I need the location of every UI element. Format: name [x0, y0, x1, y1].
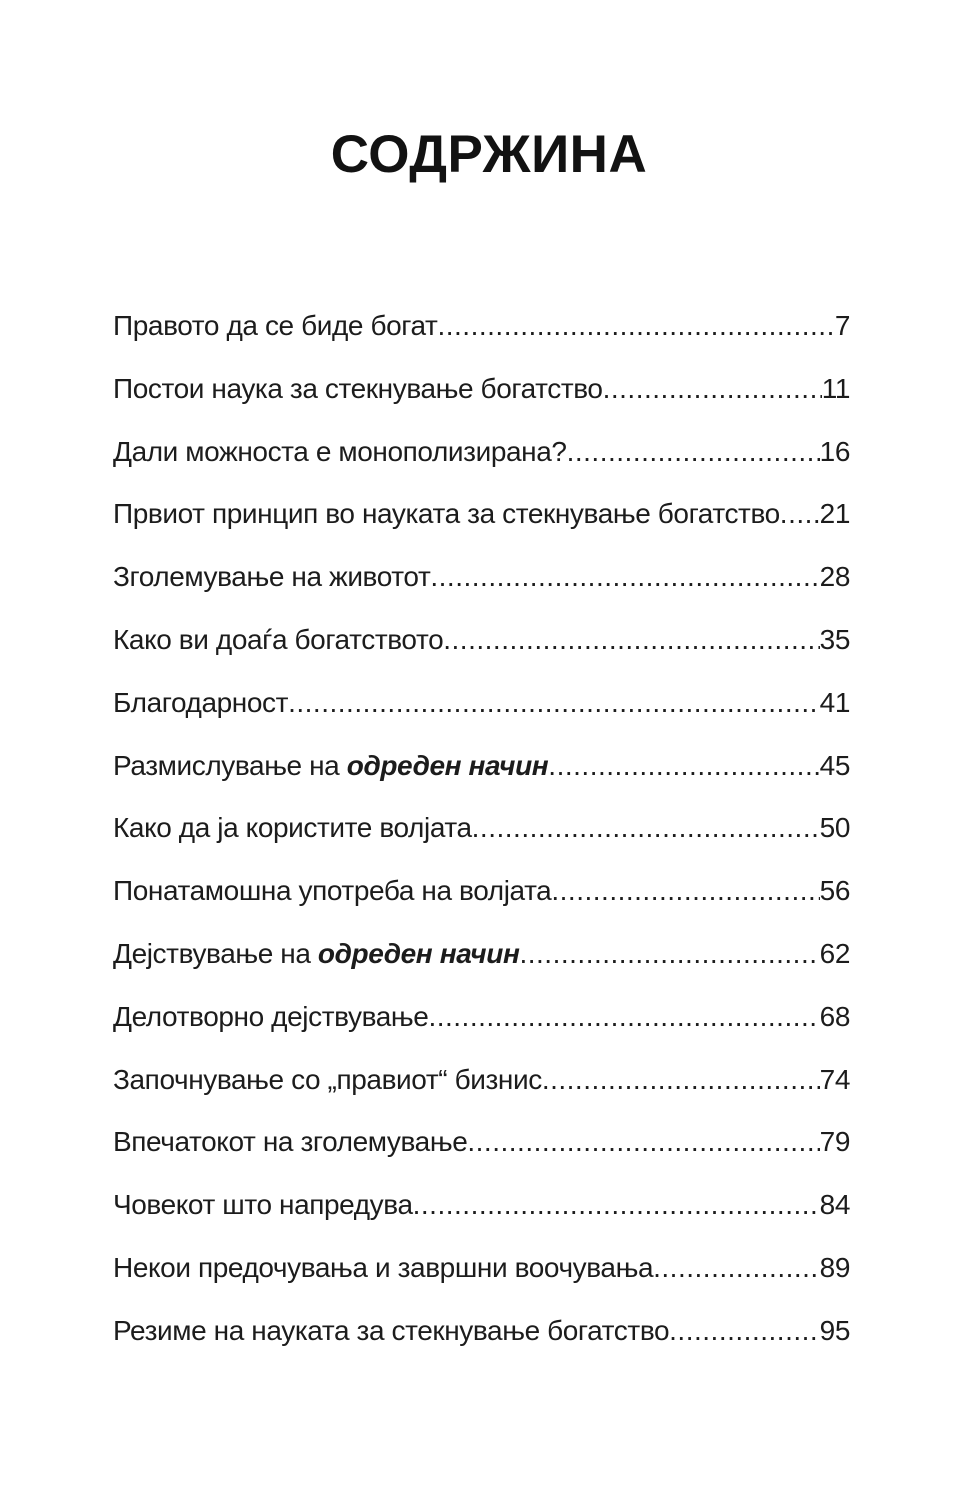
- toc-entry-page-number: 7: [834, 310, 850, 341]
- toc-entry-page-number: 28: [819, 561, 850, 593]
- dotted-leader: [653, 1254, 820, 1282]
- toc-entry-page-number: 68: [819, 1000, 850, 1032]
- toc-entry-page-number: 41: [819, 686, 850, 718]
- toc-entry-emphasis: одреден начин: [346, 749, 549, 781]
- dotted-leader: [472, 814, 820, 842]
- toc-entry-title: Делотворно дејствување: [113, 1000, 429, 1032]
- toc-entry: [113, 563, 850, 591]
- dotted-leader: [603, 375, 822, 403]
- toc-entry-title: Првиот принцип во науката за стекнување богатство: [113, 498, 780, 530]
- dotted-leader: [430, 563, 819, 591]
- toc-entry-page-number: 50: [819, 812, 850, 844]
- toc-entry-page-number: 89: [819, 1251, 850, 1283]
- toc-entry-title: Размислување на одреден начин: [113, 749, 549, 781]
- dotted-leader: [443, 626, 819, 654]
- toc-entry: [113, 1191, 850, 1219]
- dotted-leader: [551, 877, 819, 905]
- dotted-leader: [567, 438, 820, 466]
- toc-entry: [113, 937, 850, 969]
- dotted-leader: [669, 1317, 819, 1345]
- toc-entry: [113, 312, 850, 340]
- toc-entry-title: Дејствување на одреден начин: [113, 937, 520, 969]
- toc-entry: [113, 500, 850, 528]
- dotted-leader: [467, 1128, 819, 1156]
- toc-entry-title: Некои предочувања и завршни воочувања: [113, 1251, 654, 1283]
- toc-entry-title: Понатамошна употреба на волјата: [113, 875, 552, 907]
- toc-entry: [113, 1063, 850, 1095]
- toc-entry: [113, 435, 850, 467]
- toc-entry-page-number: 16: [819, 435, 850, 467]
- dotted-leader: [288, 689, 820, 717]
- toc-entry-page-number: 74: [819, 1063, 850, 1095]
- toc-entry: [113, 686, 850, 718]
- toc-entry-page-number: 95: [819, 1314, 850, 1346]
- toc-entry: [113, 1314, 850, 1346]
- toc-entry-title: Правото да се биде богат: [113, 310, 438, 341]
- toc-entry-title: Како ви доаѓа богатството: [113, 623, 444, 655]
- toc-entry-page-number: 45: [819, 749, 850, 781]
- toc-entry: [113, 749, 850, 781]
- toc-entry-title: Благодарност: [113, 686, 289, 718]
- table-of-contents: [113, 312, 850, 1345]
- dotted-leader: [780, 500, 820, 528]
- dotted-leader: [437, 312, 834, 340]
- toc-entry-page-number: 56: [819, 875, 850, 907]
- toc-entry-title: Постои наука за стекнување богатство: [113, 372, 603, 404]
- toc-entry-title: Дали можноста е монополизирана?: [113, 435, 567, 467]
- dotted-leader: [548, 752, 819, 780]
- toc-entry-emphasis: одреден начин: [317, 937, 520, 969]
- toc-entry-page-number: 84: [819, 1189, 850, 1221]
- toc-entry: [113, 1000, 850, 1032]
- dotted-leader: [413, 1191, 820, 1219]
- toc-entry-page-number: 62: [819, 937, 850, 969]
- toc-entry: [113, 1251, 850, 1283]
- toc-entry-title: Зголемување на животот: [113, 561, 431, 593]
- toc-entry-title: Како да ја користите волјата: [113, 812, 472, 844]
- toc-entry: [113, 623, 850, 655]
- toc-entry-page-number: 79: [819, 1126, 850, 1158]
- toc-entry-page-number: 21: [819, 498, 850, 530]
- toc-entry-title: Резиме на науката за стекнување богатство: [113, 1314, 670, 1346]
- toc-entry: [113, 877, 850, 905]
- dotted-leader: [428, 1003, 819, 1031]
- toc-entry-page-number: 11: [821, 372, 850, 404]
- toc-entry-title: Човекот што напредува: [113, 1189, 413, 1221]
- toc-entry: [113, 372, 850, 404]
- dotted-leader: [542, 1066, 820, 1094]
- toc-entry-title: Впечатокот на зголемување: [113, 1126, 468, 1158]
- toc-entry-page-number: 35: [819, 623, 850, 655]
- page-title: СОДРЖИНА: [330, 124, 648, 184]
- toc-entry: [113, 814, 850, 842]
- dotted-leader: [519, 940, 819, 968]
- toc-entry: [113, 1128, 850, 1156]
- toc-entry-title: Започнување со „правиот“ бизнис: [113, 1063, 542, 1095]
